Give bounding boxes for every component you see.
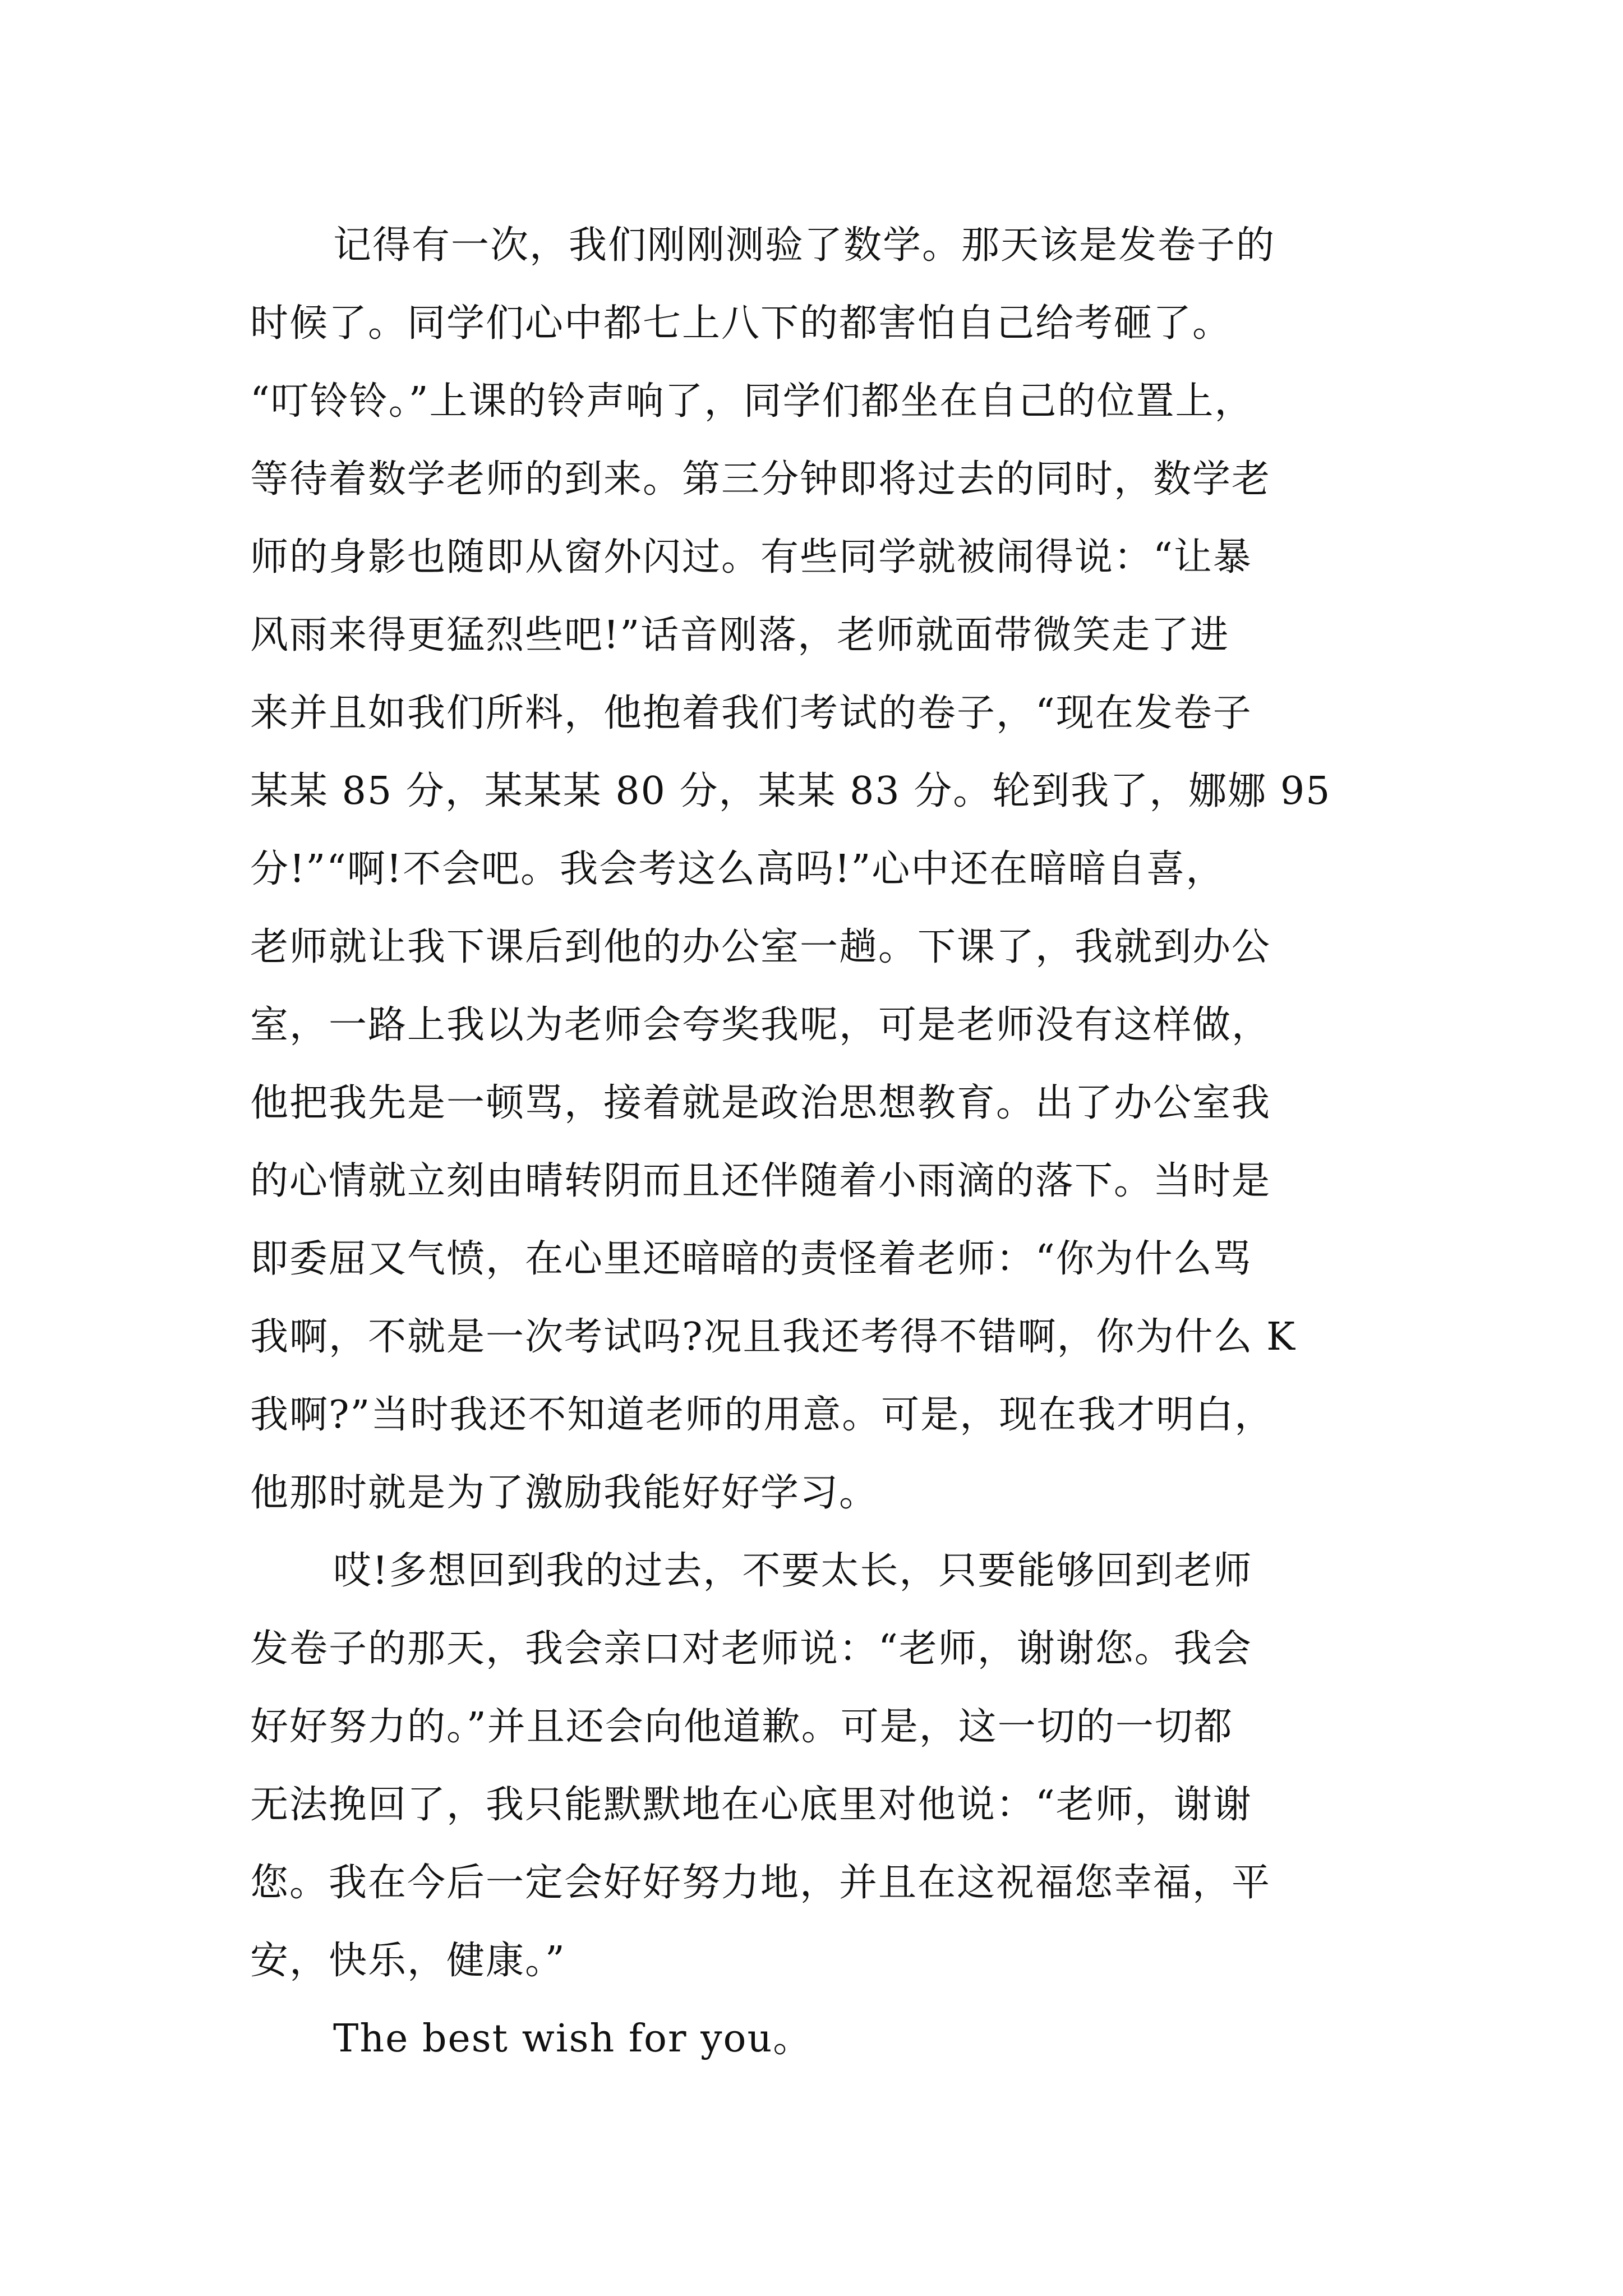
paragraph-3-line-1: The best wish for you。 [333, 2017, 813, 2061]
paragraph-1-line-13: 的心情就立刻由晴转阴而且还伴随着小雨滴的落下。当时是 [250, 1159, 1271, 1203]
paragraph-2-line-5: 您。我在今后一定会好好努力地，并且在这祝福您幸福，平 [250, 1861, 1271, 1905]
paragraph-2-line-2: 发卷子的那天，我会亲口对老师说：“老师，谢谢您。我会 [250, 1627, 1252, 1671]
paragraph-1-line-4: 等待着数学老师的到来。第三分钟即将过去的同时，数学老 [250, 457, 1271, 501]
paragraph-1-line-2: 时候了。同学们心中都七上八下的都害怕自己给考砸了。 [250, 301, 1232, 346]
paragraph-1-line-12: 他把我先是一顿骂，接着就是政治思想教育。出了办公室我 [250, 1081, 1271, 1125]
paragraph-1-line-7: 来并且如我们所料，他抱着我们考试的卷子，“现在发卷子 [250, 691, 1252, 735]
paragraph-1-line-1: 记得有一次，我们刚刚测验了数学。那天该是发卷子的 [333, 223, 1276, 268]
paragraph-1-line-3: “叮铃铃。”上课的铃声响了，同学们都坐在自己的位置上， [250, 379, 1254, 424]
paragraph-1-line-6: 风雨来得更猛烈些吧!”话音刚落，老师就面带微笑走了进 [250, 613, 1230, 657]
paragraph-1-line-5: 师的身影也随即从窗外闪过。有些同学就被闹得说：“让暴 [250, 535, 1252, 579]
paragraph-1-line-17: 他那时就是为了激励我能好好学习。 [250, 1471, 879, 1515]
paragraph-1-line-9: 分!”“啊!不会吧。我会考这么高吗!”心中还在暗暗自喜， [250, 847, 1225, 891]
document-body [250, 206, 1394, 2078]
paragraph-1-line-15: 我啊，不就是一次考试吗?况且我还考得不错啊，你为什么 K [250, 1315, 1296, 1359]
paragraph-1-line-11: 室，一路上我以为老师会夸奖我呢，可是老师没有这样做， [250, 1003, 1271, 1047]
paragraph-2-line-6: 安，快乐，健康。” [250, 1939, 566, 1983]
paragraph-1-line-16: 我啊?”当时我还不知道老师的用意。可是，现在我才明白， [250, 1393, 1274, 1437]
paragraph-2-line-4: 无法挽回了，我只能默默地在心底里对他说：“老师，谢谢 [250, 1783, 1252, 1827]
paragraph-1-line-14: 即委屈又气愤，在心里还暗暗的责怪着老师：“你为什么骂 [250, 1237, 1252, 1281]
paragraph-2-line-3: 好好努力的。”并且还会向他道歉。可是，这一切的一切都 [250, 1705, 1233, 1749]
paragraph-1-line-8: 某某 85 分，某某某 80 分，某某 83 分。轮到我了，娜娜 95 [250, 769, 1331, 813]
paragraph-1-line-10: 老师就让我下课后到他的办公室一趟。下课了，我就到办公 [250, 925, 1271, 969]
paragraph-2-line-1: 哎!多想回到我的过去，不要太长，只要能够回到老师 [333, 1549, 1253, 1593]
